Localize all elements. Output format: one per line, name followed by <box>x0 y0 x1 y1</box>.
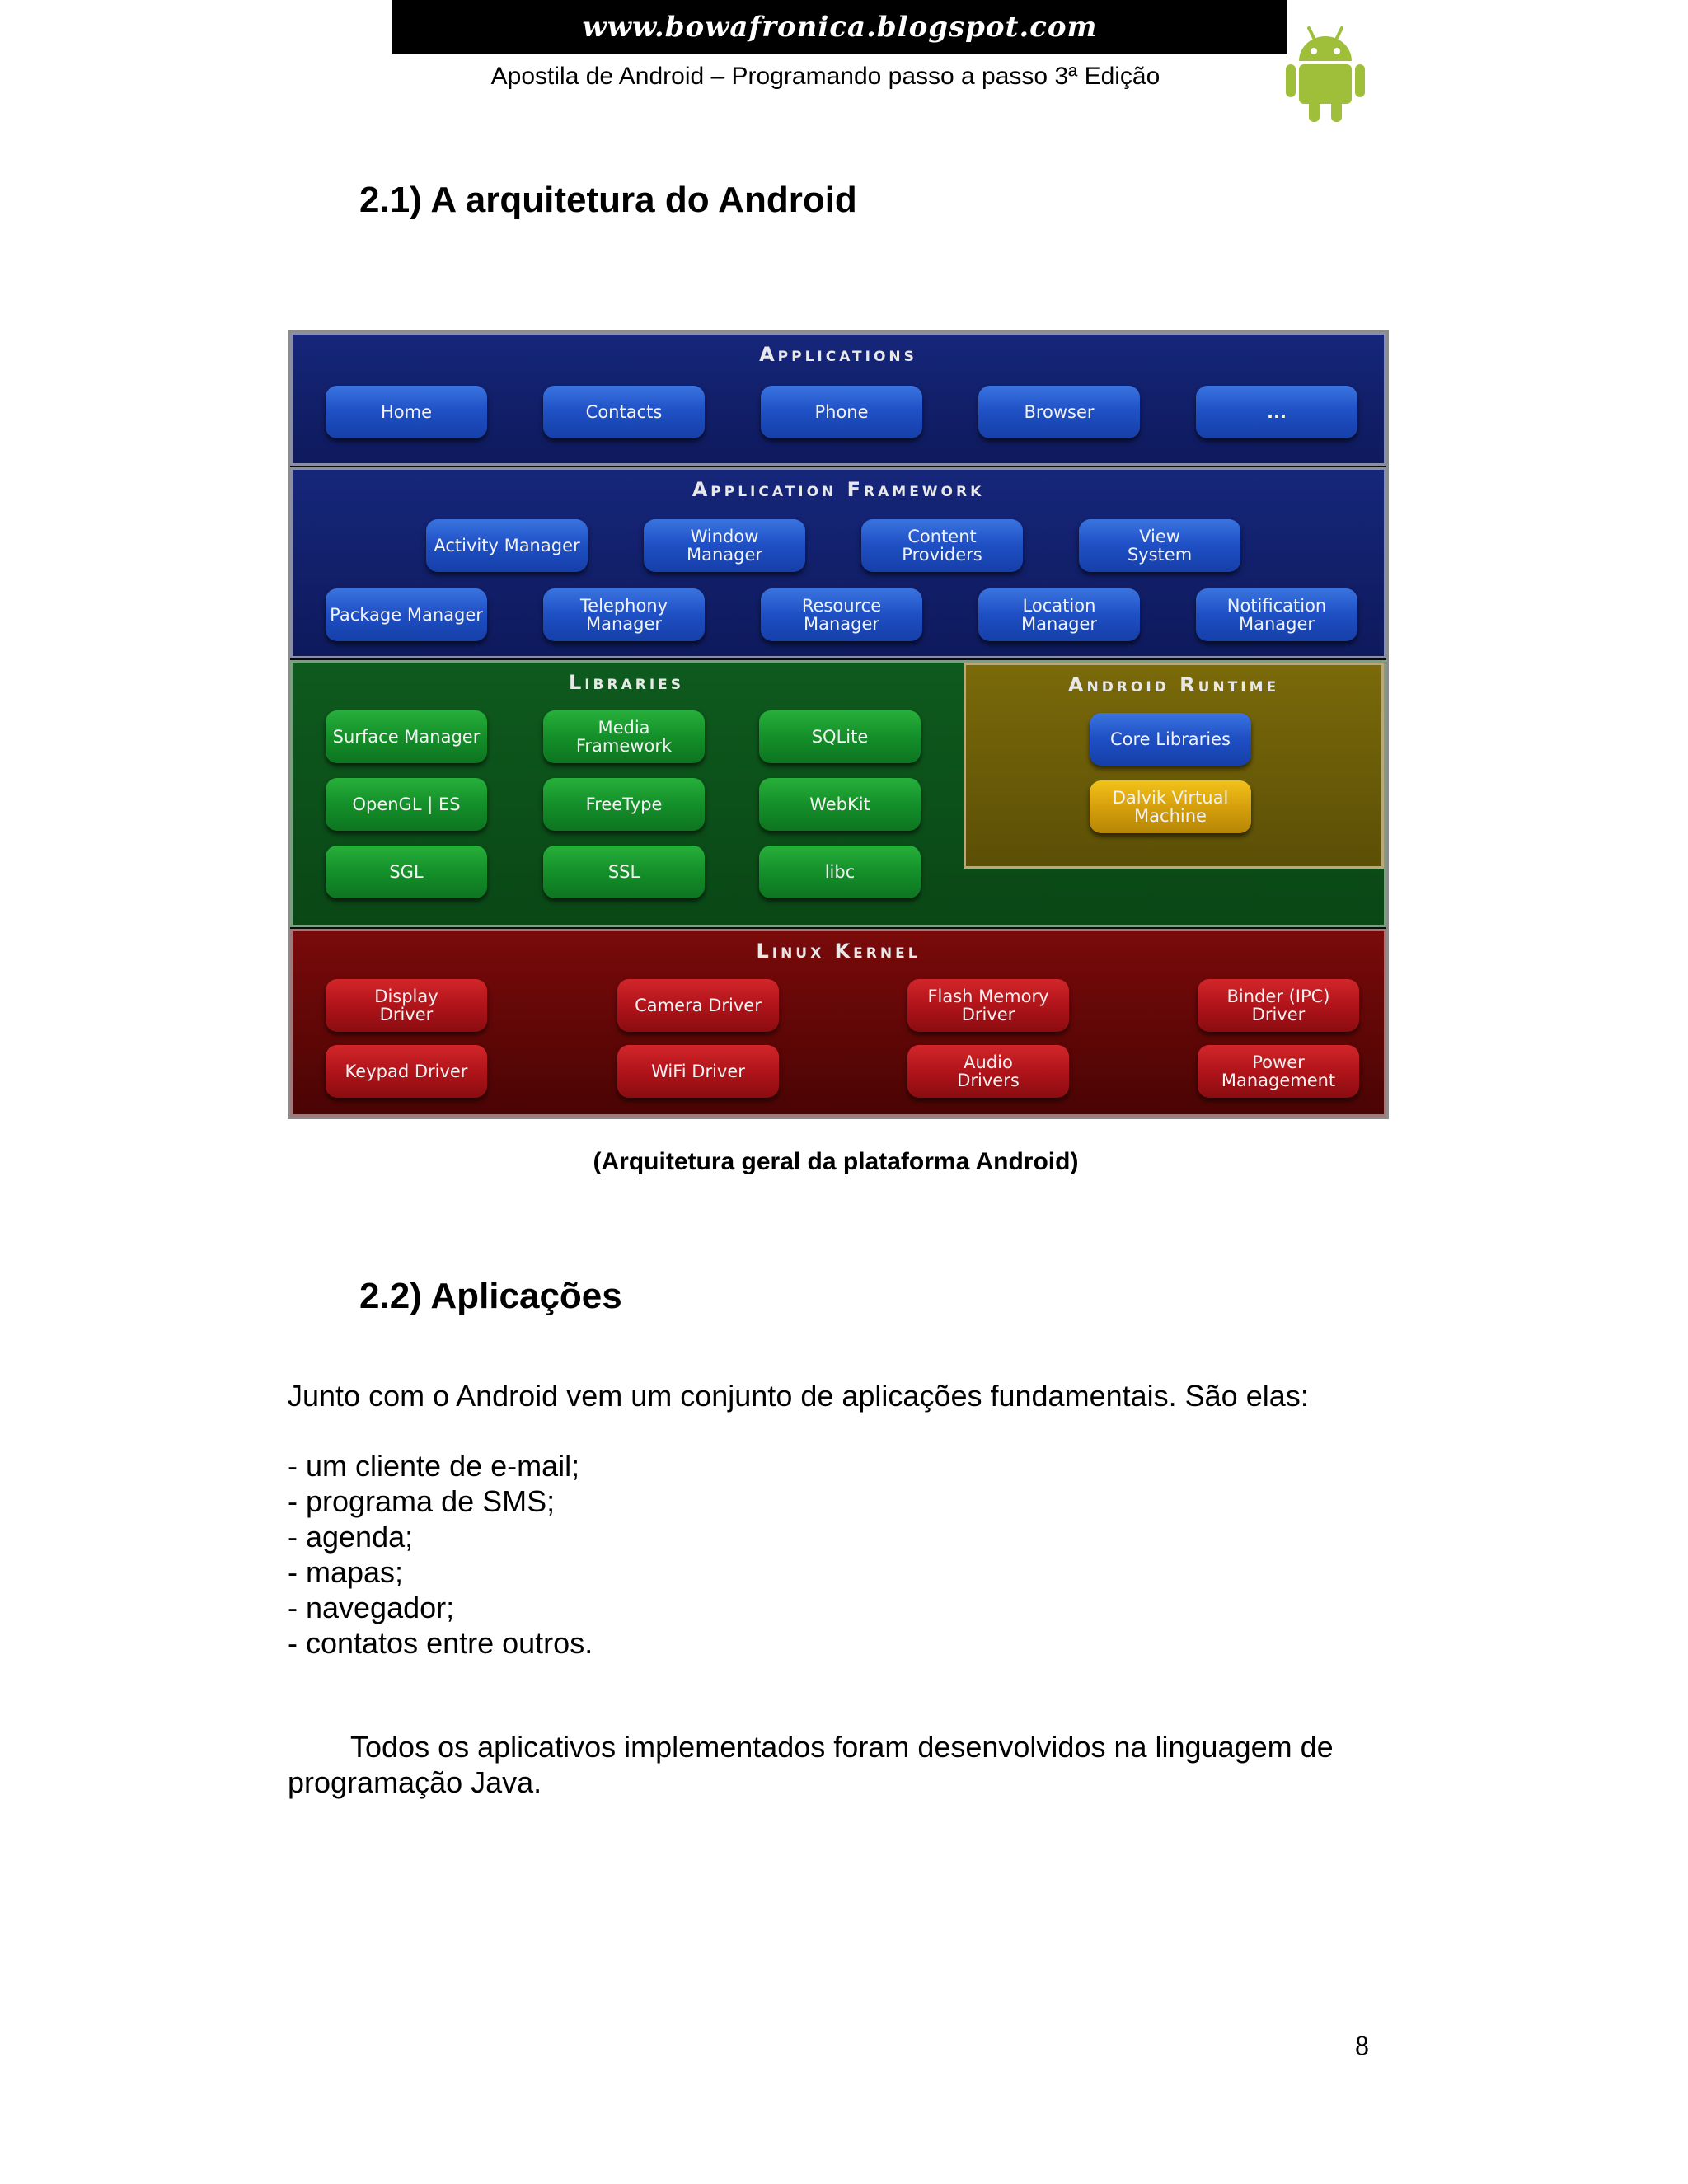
intro-paragraph: Junto com o Android vem um conjunto de aplicações fundamentais. São elas: <box>288 1379 1309 1413</box>
list-item: - mapas; <box>288 1555 404 1589</box>
lib-webkit: WebKit <box>759 778 921 831</box>
fw-package-manager: Package Manager <box>326 588 487 641</box>
fw-notification-manager: Notification Manager <box>1196 588 1357 641</box>
layer-title: Linux Kernel <box>756 940 921 963</box>
app-contacts: Contacts <box>543 386 705 438</box>
fw-view-system: View System <box>1079 519 1240 572</box>
kn-display-driver: Display Driver <box>326 979 487 1032</box>
kn-binder-ipc-driver: Binder (IPC) Driver <box>1198 979 1359 1032</box>
lib-freetype: FreeType <box>543 778 705 831</box>
fw-resource-manager: Resource Manager <box>761 588 922 641</box>
app-more: ... <box>1196 386 1357 438</box>
fw-window-manager: Window Manager <box>644 519 805 572</box>
layer-applications <box>290 332 1386 466</box>
architecture-diagram <box>288 330 1389 1119</box>
layer-libraries <box>290 660 1386 927</box>
fw-content-providers: Content Providers <box>861 519 1023 572</box>
layer-title: Application Framework <box>692 478 985 501</box>
header-subtitle: Apostila de Android – Programando passo a passo 3ª Edição <box>490 63 1160 90</box>
kn-camera-driver: Camera Driver <box>617 979 779 1032</box>
lib-libc: libc <box>759 846 921 898</box>
list-item: - contatos entre outros. <box>288 1626 593 1660</box>
layer-title: Android Runtime <box>1067 673 1280 696</box>
lib-opengl-es: OpenGL | ES <box>326 778 487 831</box>
closing-paragraph: Todos os aplicativos implementados foram desenvolvidos na linguagem de programação Java. <box>288 1730 1334 1799</box>
layer-title: Libraries <box>568 671 685 694</box>
kn-audio-drivers: Audio Drivers <box>907 1045 1069 1098</box>
list-item: - programa de SMS; <box>288 1484 556 1518</box>
fw-location-manager: Location Manager <box>978 588 1140 641</box>
list-item: - um cliente de e-mail; <box>288 1449 580 1483</box>
lib-sqlite: SQLite <box>759 710 921 763</box>
section-title-architecture: 2.1) A arquitetura do Android <box>359 180 857 220</box>
fw-activity-manager: Activity Manager <box>426 519 588 572</box>
page-number: 8 <box>1355 2031 1369 2061</box>
layer-android-runtime <box>964 663 1384 869</box>
lib-media-framework: Media Framework <box>543 710 705 763</box>
lib-sgl: SGL <box>326 846 487 898</box>
rt-core-libraries: Core Libraries <box>1090 713 1251 766</box>
layer-linux-kernel <box>290 929 1386 1117</box>
app-phone: Phone <box>761 386 922 438</box>
header-banner: www.bowafronica.blogspot.com <box>392 0 1287 54</box>
kn-flash-memory-driver: Flash Memory Driver <box>907 979 1069 1032</box>
kn-wifi-driver: WiFi Driver <box>617 1045 779 1098</box>
list-item: - navegador; <box>288 1591 455 1624</box>
section-title-applications: 2.2) Aplicações <box>359 1276 622 1316</box>
fw-telephony-manager: Telephony Manager <box>543 588 705 641</box>
app-browser: Browser <box>978 386 1140 438</box>
app-home: Home <box>326 386 487 438</box>
lib-surface-manager: Surface Manager <box>326 710 487 763</box>
list-item: - agenda; <box>288 1520 414 1554</box>
layer-title: Applications <box>759 343 917 366</box>
kn-power-management: Power Management <box>1198 1045 1359 1098</box>
android-robot-icon <box>1282 25 1368 124</box>
layer-framework <box>290 467 1386 658</box>
apps-list <box>288 1448 593 1661</box>
lib-ssl: SSL <box>543 846 705 898</box>
figure-caption: (Arquitetura geral da plataforma Android) <box>593 1148 1079 1175</box>
rt-dalvik-vm: Dalvik Virtual Machine <box>1090 780 1251 833</box>
kn-keypad-driver: Keypad Driver <box>326 1045 487 1098</box>
